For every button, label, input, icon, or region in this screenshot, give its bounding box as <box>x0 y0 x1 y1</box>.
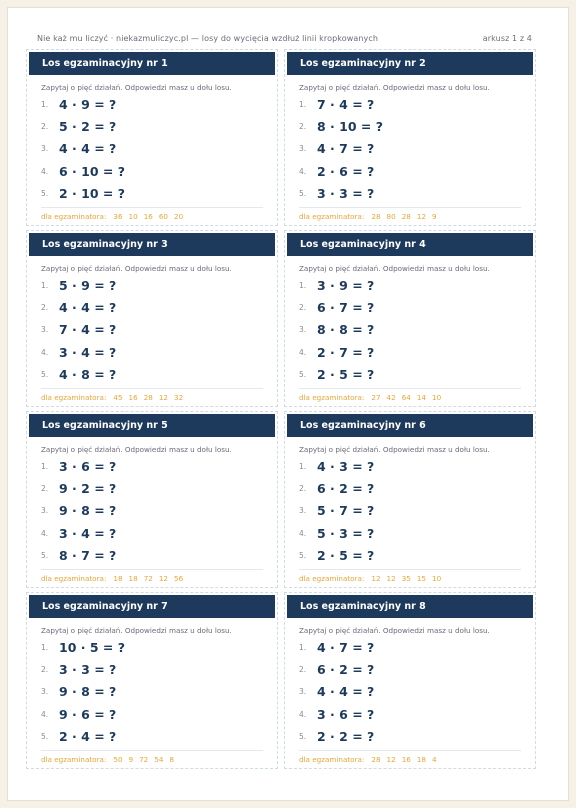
question-item <box>299 160 383 182</box>
question-list <box>299 455 374 566</box>
question-item <box>299 681 374 703</box>
question-list <box>299 93 383 204</box>
answer-value: 16 <box>128 393 138 402</box>
question-item <box>41 500 116 522</box>
answer-key <box>41 207 263 221</box>
page-header-title: Nie każ mu liczyć · niekazmuliczyc.pl — losy do wycięcia wzdłuż linii kropkowanych <box>37 34 379 43</box>
question-number: 2. <box>41 664 49 674</box>
answer-key-label: dla egzaminatora: <box>299 393 365 402</box>
question-number: 5. <box>41 550 49 560</box>
answer-key <box>41 569 263 583</box>
question-text: 3 · 6 = ? <box>317 706 375 722</box>
answer-key-label: dla egzaminatora: <box>41 393 107 402</box>
question-text: 3 · 4 = ? <box>59 344 117 360</box>
exam-card <box>284 411 536 588</box>
question-text: 3 · 4 = ? <box>59 525 117 541</box>
card-instructions: Zapytaj o pięć działań. Odpowiedzi masz u dołu losu. <box>41 83 232 92</box>
answer-value: 45 <box>113 393 123 402</box>
question-item <box>299 182 383 204</box>
card-instructions: Zapytaj o pięć działań. Odpowiedzi masz u dołu losu. <box>299 83 490 92</box>
answer-key-label: dla egzaminatora: <box>41 574 107 583</box>
answer-value: 9 <box>128 755 134 764</box>
question-text: 6 · 2 = ? <box>317 480 375 496</box>
question-item <box>41 274 116 296</box>
question-text: 3 · 3 = ? <box>317 185 375 201</box>
question-list <box>299 636 374 747</box>
question-item <box>41 363 116 385</box>
question-number: 4. <box>299 166 307 176</box>
answer-value: 12 <box>158 393 168 402</box>
card-instructions: Zapytaj o pięć działań. Odpowiedzi masz u dołu losu. <box>299 264 490 273</box>
answer-value: 36 <box>113 212 123 221</box>
question-text: 4 · 9 = ? <box>59 96 117 112</box>
question-text: 4 · 8 = ? <box>59 366 117 382</box>
question-item <box>299 703 374 725</box>
question-item <box>299 296 374 318</box>
question-text: 2 · 5 = ? <box>317 366 375 382</box>
question-item <box>41 115 125 137</box>
question-number: 4. <box>41 528 49 538</box>
answer-value: 32 <box>174 393 184 402</box>
card-title: Los egzaminacyjny nr 1 <box>29 52 275 75</box>
question-number: 2. <box>299 483 307 493</box>
question-number: 3. <box>299 144 307 154</box>
exam-card <box>26 49 278 226</box>
question-number: 5. <box>299 550 307 560</box>
question-text: 9 · 2 = ? <box>59 480 117 496</box>
card-instructions: Zapytaj o pięć działań. Odpowiedzi masz u dołu losu. <box>41 445 232 454</box>
question-text: 9 · 6 = ? <box>59 706 117 722</box>
question-text: 4 · 4 = ? <box>59 141 117 157</box>
question-text: 3 · 6 = ? <box>59 458 117 474</box>
question-item <box>41 138 125 160</box>
question-text: 2 · 5 = ? <box>317 547 375 563</box>
answer-key <box>299 207 521 221</box>
question-text: 7 · 4 = ? <box>59 322 117 338</box>
answer-key <box>299 750 521 764</box>
question-text: 6 · 2 = ? <box>317 661 375 677</box>
page-counter: arkusz 1 z 4 <box>482 34 532 43</box>
question-number: 2. <box>299 121 307 131</box>
question-number: 4. <box>299 347 307 357</box>
answer-value: 12 <box>416 212 426 221</box>
question-number: 4. <box>41 166 49 176</box>
question-number: 1. <box>299 99 307 109</box>
question-number: 4. <box>41 709 49 719</box>
question-item <box>41 681 125 703</box>
card-title: Los egzaminacyjny nr 5 <box>29 414 275 437</box>
question-text: 2 · 10 = ? <box>59 185 125 201</box>
answer-value: 4 <box>432 755 437 764</box>
question-item <box>299 522 374 544</box>
exam-card <box>26 592 278 769</box>
question-number: 2. <box>41 121 49 131</box>
question-number: 3. <box>299 687 307 697</box>
answer-value: 12 <box>386 574 396 583</box>
question-item <box>41 703 125 725</box>
answer-value: 10 <box>128 212 138 221</box>
question-item <box>299 274 374 296</box>
exam-card <box>284 230 536 407</box>
question-item <box>41 341 116 363</box>
question-item <box>41 296 116 318</box>
question-number: 1. <box>299 280 307 290</box>
answer-value: 72 <box>143 574 153 583</box>
question-number: 1. <box>41 99 49 109</box>
answer-key-label: dla egzaminatora: <box>299 755 365 764</box>
question-item <box>41 477 116 499</box>
answer-value: 60 <box>158 212 168 221</box>
question-list <box>41 455 116 566</box>
answer-value: 50 <box>113 755 123 764</box>
question-item <box>299 636 374 658</box>
answer-value: 28 <box>371 212 381 221</box>
answer-value: 56 <box>174 574 184 583</box>
question-text: 2 · 6 = ? <box>317 163 375 179</box>
question-text: 10 · 5 = ? <box>59 639 125 655</box>
answer-value: 72 <box>139 755 149 764</box>
question-text: 6 · 7 = ? <box>317 299 375 315</box>
question-item <box>41 544 116 566</box>
question-text: 4 · 3 = ? <box>317 458 375 474</box>
question-text: 5 · 2 = ? <box>59 118 117 134</box>
question-item <box>299 115 383 137</box>
question-number: 3. <box>41 506 49 516</box>
question-number: 3. <box>299 506 307 516</box>
question-number: 1. <box>41 280 49 290</box>
question-number: 2. <box>41 302 49 312</box>
question-item <box>299 93 383 115</box>
answer-key <box>299 569 521 583</box>
question-item <box>41 182 125 204</box>
question-text: 6 · 10 = ? <box>59 163 125 179</box>
answer-value: 14 <box>416 393 426 402</box>
question-item <box>299 341 374 363</box>
question-number: 1. <box>41 642 49 652</box>
card-title: Los egzaminacyjny nr 6 <box>287 414 533 437</box>
answer-value: 64 <box>401 393 411 402</box>
exam-card <box>26 411 278 588</box>
answer-value: 10 <box>432 574 442 583</box>
answer-value: 18 <box>128 574 138 583</box>
question-number: 5. <box>41 369 49 379</box>
answer-value: 20 <box>174 212 184 221</box>
answer-value: 10 <box>432 393 442 402</box>
answer-key-label: dla egzaminatora: <box>299 574 365 583</box>
question-list <box>41 93 125 204</box>
question-text: 9 · 8 = ? <box>59 684 117 700</box>
question-item <box>299 500 374 522</box>
answer-key <box>299 388 521 402</box>
question-item <box>299 363 374 385</box>
answer-value: 16 <box>143 212 153 221</box>
question-item <box>41 93 125 115</box>
answer-key <box>41 750 263 764</box>
question-text: 3 · 9 = ? <box>317 277 375 293</box>
question-item <box>299 658 374 680</box>
question-item <box>41 658 125 680</box>
answer-value: 28 <box>143 393 153 402</box>
card-title: Los egzaminacyjny nr 8 <box>287 595 533 618</box>
question-number: 2. <box>299 302 307 312</box>
question-item <box>299 319 374 341</box>
answer-value: 12 <box>158 574 168 583</box>
question-number: 5. <box>41 188 49 198</box>
answer-key-label: dla egzaminatora: <box>299 212 365 221</box>
card-instructions: Zapytaj o pięć działań. Odpowiedzi masz u dołu losu. <box>299 626 490 635</box>
answer-value: 12 <box>386 755 396 764</box>
answer-value: 28 <box>401 212 411 221</box>
answer-value: 28 <box>371 755 381 764</box>
card-instructions: Zapytaj o pięć działań. Odpowiedzi masz u dołu losu. <box>41 264 232 273</box>
question-number: 4. <box>41 347 49 357</box>
card-title: Los egzaminacyjny nr 2 <box>287 52 533 75</box>
question-number: 3. <box>41 325 49 335</box>
question-number: 3. <box>41 687 49 697</box>
question-number: 2. <box>299 664 307 674</box>
question-list <box>41 636 125 747</box>
answer-value: 80 <box>386 212 396 221</box>
answer-value: 12 <box>371 574 381 583</box>
question-text: 5 · 7 = ? <box>317 503 375 519</box>
question-list <box>41 274 116 385</box>
question-number: 5. <box>41 731 49 741</box>
card-title: Los egzaminacyjny nr 4 <box>287 233 533 256</box>
answer-value: 18 <box>416 755 426 764</box>
question-text: 9 · 8 = ? <box>59 503 117 519</box>
question-item <box>41 160 125 182</box>
question-item <box>299 725 374 747</box>
card-title: Los egzaminacyjny nr 7 <box>29 595 275 618</box>
card-title: Los egzaminacyjny nr 3 <box>29 233 275 256</box>
question-number: 2. <box>41 483 49 493</box>
answer-value: 8 <box>169 755 174 764</box>
question-item <box>299 138 383 160</box>
question-number: 4. <box>299 528 307 538</box>
question-number: 5. <box>299 731 307 741</box>
answer-value: 27 <box>371 393 381 402</box>
answer-key-label: dla egzaminatora: <box>41 212 107 221</box>
card-instructions: Zapytaj o pięć działań. Odpowiedzi masz u dołu losu. <box>41 626 232 635</box>
question-number: 3. <box>299 325 307 335</box>
answer-value: 15 <box>416 574 426 583</box>
answer-value: 54 <box>154 755 164 764</box>
cards-grid <box>26 49 536 771</box>
exam-card <box>26 230 278 407</box>
question-item <box>299 455 374 477</box>
question-number: 5. <box>299 188 307 198</box>
question-item <box>299 477 374 499</box>
question-item <box>41 522 116 544</box>
question-text: 4 · 7 = ? <box>317 639 375 655</box>
question-text: 2 · 2 = ? <box>317 728 375 744</box>
question-text: 7 · 4 = ? <box>317 96 375 112</box>
answer-key-label: dla egzaminatora: <box>41 755 107 764</box>
question-item <box>41 725 125 747</box>
answer-value: 42 <box>386 393 396 402</box>
exam-card <box>284 592 536 769</box>
question-item <box>299 544 374 566</box>
question-text: 8 · 10 = ? <box>317 118 383 134</box>
answer-value: 35 <box>401 574 411 583</box>
answer-key <box>41 388 263 402</box>
question-number: 3. <box>41 144 49 154</box>
question-text: 8 · 7 = ? <box>59 547 117 563</box>
question-text: 8 · 8 = ? <box>317 322 375 338</box>
question-text: 5 · 3 = ? <box>317 525 375 541</box>
question-number: 1. <box>299 642 307 652</box>
question-number: 1. <box>299 461 307 471</box>
answer-value: 9 <box>432 212 437 221</box>
question-item <box>41 636 125 658</box>
question-item <box>41 455 116 477</box>
question-text: 3 · 3 = ? <box>59 661 117 677</box>
question-number: 5. <box>299 369 307 379</box>
question-number: 1. <box>41 461 49 471</box>
question-item <box>41 319 116 341</box>
exam-card <box>284 49 536 226</box>
card-instructions: Zapytaj o pięć działań. Odpowiedzi masz u dołu losu. <box>299 445 490 454</box>
question-number: 4. <box>299 709 307 719</box>
question-list <box>299 274 374 385</box>
answer-value: 18 <box>113 574 123 583</box>
question-text: 4 · 4 = ? <box>59 299 117 315</box>
question-text: 2 · 7 = ? <box>317 344 375 360</box>
question-text: 2 · 4 = ? <box>59 728 117 744</box>
question-text: 5 · 9 = ? <box>59 277 117 293</box>
answer-value: 16 <box>401 755 411 764</box>
page-header <box>37 34 532 43</box>
question-text: 4 · 7 = ? <box>317 141 375 157</box>
question-text: 4 · 4 = ? <box>317 684 375 700</box>
